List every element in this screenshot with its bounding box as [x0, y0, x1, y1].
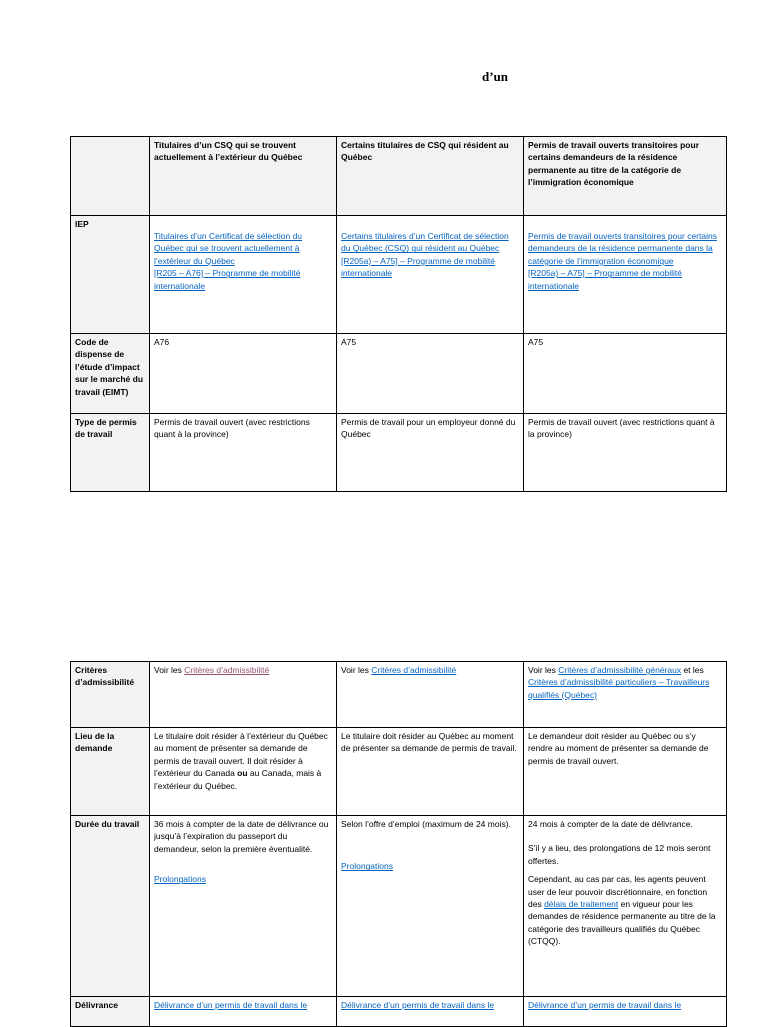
iep-cell-col1 [150, 216, 337, 334]
row-label-lmia-code: Code de dispense de l’étude d’impact sur le marché du travail (EIMT) [71, 334, 150, 414]
issuance-link-col1[interactable]: Délivrance d’un permis de travail dans le [154, 1000, 308, 1010]
eligibility-link-col1[interactable]: Critères d’admissibilité [184, 665, 270, 675]
duration-p3-b: en vigueur pour les demandes de résidence permanente au titre de la catégorie des travailleurs qualifiés du Québec (CTQQ). [528, 899, 716, 947]
duration-p3-a: Cependant, au cas par cas, les agents peuvent user de leur pouvoir discrétionnaire, en fonction des [528, 874, 708, 910]
work-duration-col1 [150, 816, 337, 997]
extensions-link-col1[interactable]: Prolongations [154, 874, 206, 885]
eligibility-joiner: et les [681, 665, 704, 675]
iep-link-csq-resident-quebec[interactable]: Certains titulaires d’un Certificat de sélection du Québec (CSQ) qui résident au Québec [R205a) – A75] – Programme de mobilité internationale [341, 231, 509, 279]
location-text-a: Le titulaire doit résider à l’extérieur du Québec au moment de présenter sa demande de permis de travail ouvert. Il doit résider à l’extérieur du Canada [154, 731, 328, 779]
row-label-issuance: Délivrance [71, 997, 150, 1027]
iep-row [71, 216, 727, 334]
spacer [528, 830, 722, 842]
permit-type-col1: Permis de travail ouvert (avec restrictions quant à la province) [150, 414, 337, 492]
location-text-c: au Canada, mais à l’extérieur du Québec. [154, 768, 322, 791]
eligibility-link-quebec-skilled[interactable]: Critères d’admissibilité particuliers – Travailleurs qualifiés (Québec) [528, 677, 710, 700]
duration-text-col1: 36 mois à compter de la date de délivrance ou jusqu’à l’expiration du passeport du demandeur, selon la première éventualité. [154, 819, 329, 854]
header-empty-cell [71, 137, 150, 216]
column-header-transitional-open-permits: Permis de travail ouverts transitoires pour certains demandeurs de la résidence permanente au titre de la catégorie de l’immigration économique [524, 137, 727, 216]
iep-cell-col2 [337, 216, 524, 334]
eligibility-prefix: Voir les [341, 665, 372, 675]
eligibility-row [71, 662, 727, 728]
application-location-col1 [150, 728, 337, 816]
permit-type-row [71, 414, 727, 492]
issuance-col2 [337, 997, 524, 1027]
row-label-work-duration: Durée du travail [71, 816, 150, 997]
lmia-code-row [71, 334, 727, 414]
permit-type-col2: Permis de travail pour un employeur donné du Québec [337, 414, 524, 492]
iep-cell-col3 [524, 216, 727, 334]
spacer [154, 855, 332, 873]
spacer [154, 218, 332, 230]
spacer [341, 218, 519, 230]
row-label-iep: IEP [71, 216, 150, 334]
issuance-link-col2[interactable]: Délivrance d’un permis de travail dans le [341, 1000, 495, 1010]
iep-link-r205-a76[interactable]: [R205 – A76] – Programme de mobilité internationale [154, 268, 301, 291]
work-duration-row [71, 816, 727, 997]
location-text-or: ou [237, 768, 248, 779]
processing-times-link[interactable]: délais de traitement [544, 899, 619, 910]
issuance-col1 [150, 997, 337, 1027]
eligibility-col3 [524, 662, 727, 728]
column-header-csq-resident-quebec: Certains titulaires de CSQ qui résident au Québec [337, 137, 524, 216]
application-location-col2: Le titulaire doit résider au Québec au moment de présenter sa demande de permis de travail. [337, 728, 524, 816]
header-row [71, 137, 727, 216]
duration-text-col3-p3 [528, 873, 722, 947]
eligibility-link-col2[interactable]: Critères d’admissibilité [371, 665, 457, 675]
column-header-csq-outside-quebec: Titulaires d’un CSQ qui se trouvent actuellement à l’extérieur du Québec [150, 137, 337, 216]
spacer [528, 218, 722, 230]
issuance-col3 [524, 997, 727, 1027]
lmia-code-col1: A76 [150, 334, 337, 414]
eligibility-col2 [337, 662, 524, 728]
permit-type-col3: Permis de travail ouvert (avec restrictions quant à la province) [524, 414, 727, 492]
eligibility-link-general[interactable]: Critères d’admissibilité généraux [558, 665, 682, 675]
eligibility-col1 [150, 662, 337, 728]
iep-link-r205a-a75[interactable]: [R205a) – A75] – Programme de mobilité internationale [528, 268, 683, 291]
spacer [341, 830, 519, 860]
application-location-row [71, 728, 727, 816]
eligibility-prefix: Voir les [528, 665, 559, 675]
duration-text-col2: Selon l’offre d’emploi (maximum de 24 mois). [341, 819, 511, 829]
permit-comparison-table-bottom [70, 661, 727, 1027]
row-label-eligibility: Critères d’admissibilité [71, 662, 150, 728]
lmia-code-col3: A75 [524, 334, 727, 414]
iep-link-transitional-open-permits[interactable]: Permis de travail ouverts transitoires pour certains demandeurs de la résidence permanente dans la catégorie de l’immigration économique [528, 231, 717, 266]
work-duration-col2 [337, 816, 524, 997]
lmia-code-col2: A75 [337, 334, 524, 414]
row-label-permit-type: Type de permis de travail [71, 414, 150, 492]
application-location-col3: Le demandeur doit résider au Québec ou s’y rendre au moment de présenter sa demande de permis de travail ouvert. [524, 728, 727, 816]
permit-comparison-table-top [70, 136, 727, 492]
eligibility-prefix: Voir les [154, 665, 185, 675]
issuance-link-col3[interactable]: Délivrance d’un permis de travail dans le [528, 1000, 682, 1010]
iep-link-csq-outside-quebec[interactable]: Titulaires d’un Certificat de sélection du Québec qui se trouvent actuellement à l’extérieur du Québec [154, 231, 303, 266]
duration-text-col3-p1: 24 mois à compter de la date de délivrance. [528, 819, 693, 829]
work-duration-col3 [524, 816, 727, 997]
page-heading: d’un [482, 69, 509, 84]
duration-text-col3-p2: S’il y a lieu, des prolongations de 12 mois seront offertes. [528, 843, 711, 866]
extensions-link-col2[interactable]: Prolongations [341, 861, 393, 872]
issuance-row [71, 997, 727, 1027]
row-label-application-location: Lieu de la demande [71, 728, 150, 816]
